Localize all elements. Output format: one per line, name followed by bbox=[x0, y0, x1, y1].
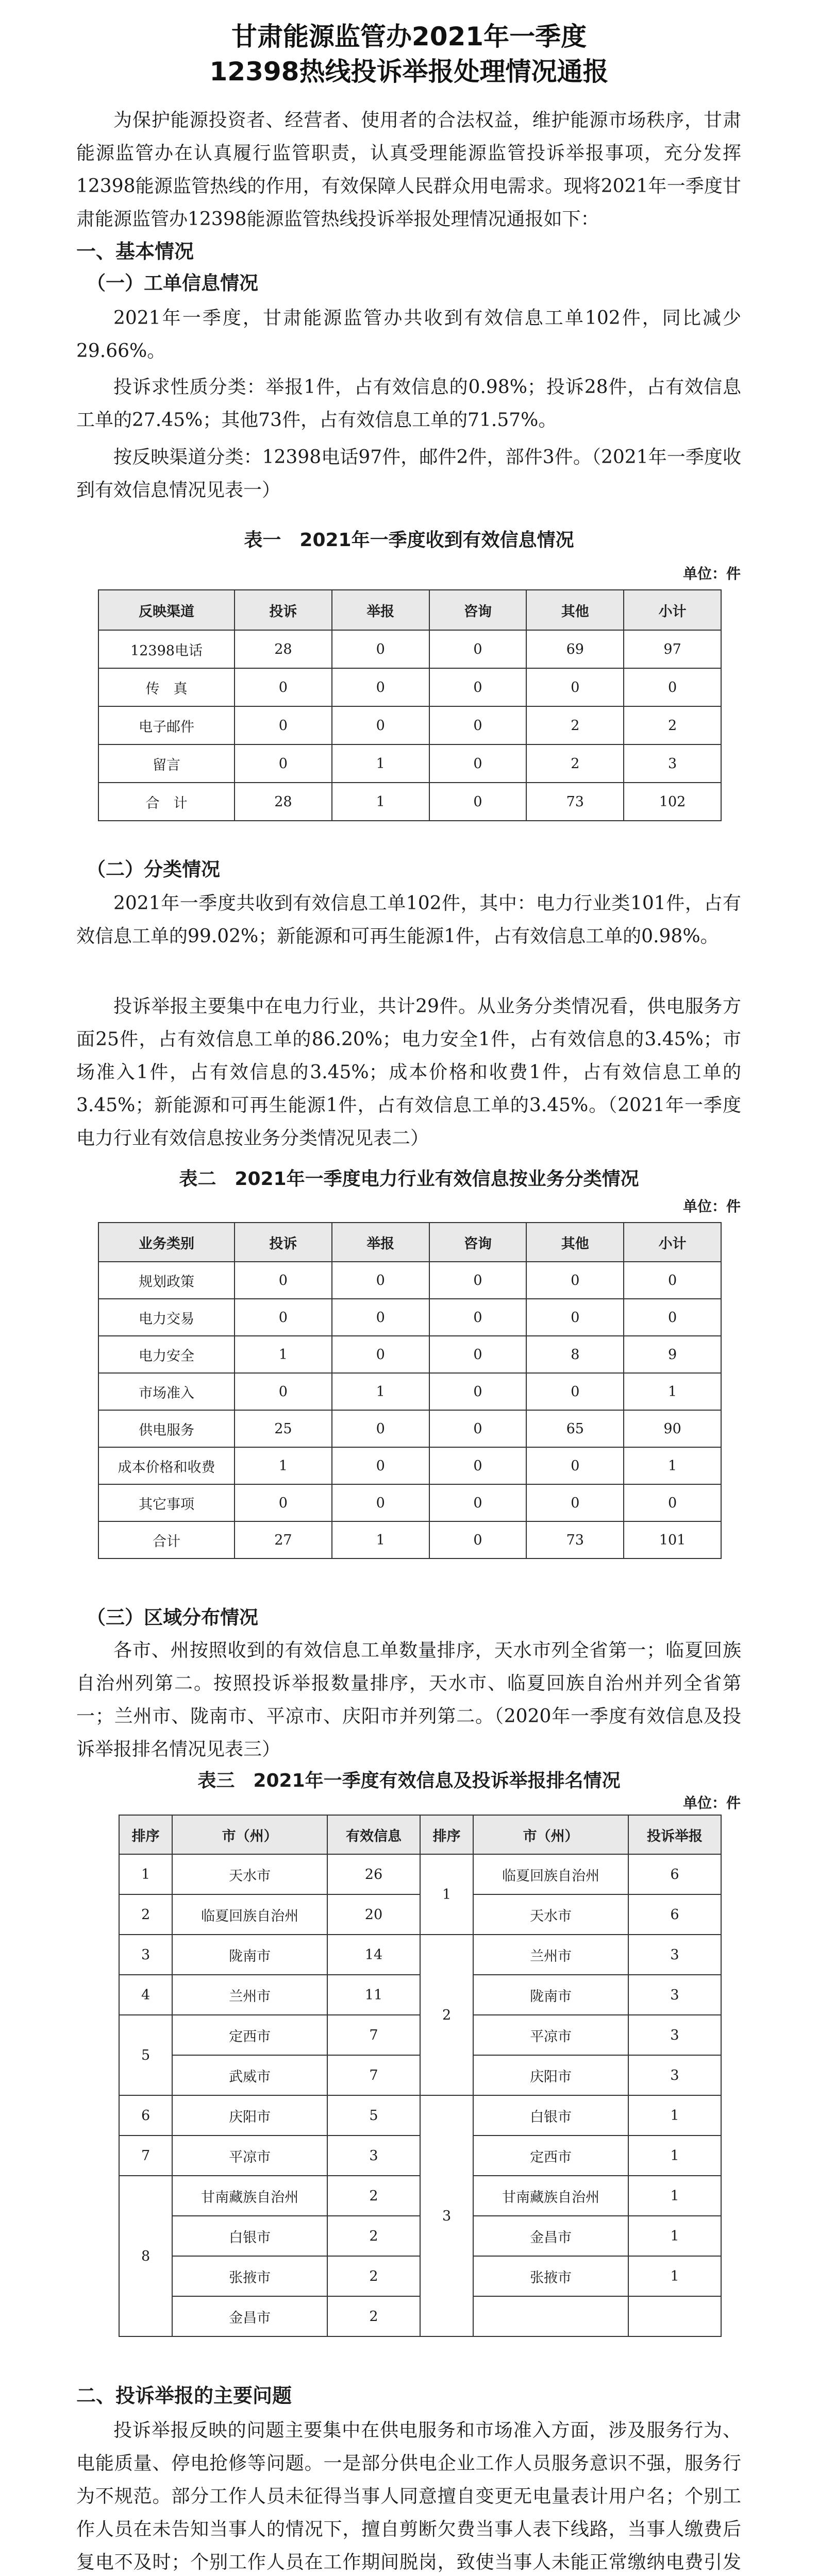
table-cell: 3 bbox=[624, 744, 721, 783]
city-cell: 金昌市 bbox=[473, 2216, 628, 2256]
table-cell: 合计 bbox=[98, 1521, 235, 1558]
city-cell: 庆阳市 bbox=[172, 2095, 327, 2136]
table3-header-cell: 排序 bbox=[119, 1815, 172, 1854]
table-cell: 1 bbox=[624, 1373, 721, 1410]
count-cell: 3 bbox=[628, 2055, 721, 2095]
section1-heading: 一、基本情况 bbox=[76, 240, 194, 263]
count-cell: 3 bbox=[628, 1935, 721, 1975]
table-cell: 0 bbox=[235, 1299, 332, 1336]
city-cell: 庆阳市 bbox=[473, 2055, 628, 2095]
count-cell: 5 bbox=[327, 2095, 420, 2136]
table3-unit: 单位：件 bbox=[682, 1794, 741, 1811]
table-cell: 0 bbox=[332, 1299, 429, 1336]
table1-caption: 表一 2021年一季度收到有效信息情况 bbox=[244, 530, 574, 551]
section2-heading: 二、投诉举报的主要问题 bbox=[76, 2384, 292, 2407]
table-cell: 12398电话 bbox=[98, 630, 235, 668]
table1-header-cell: 咨询 bbox=[429, 590, 527, 630]
table-row bbox=[98, 630, 721, 668]
table-row bbox=[98, 1484, 721, 1521]
table-cell: 成本价格和收费 bbox=[98, 1447, 235, 1484]
table2-header-cell: 其他 bbox=[526, 1223, 624, 1262]
city-cell: 陇南市 bbox=[172, 1935, 327, 1975]
table-row bbox=[98, 1373, 721, 1410]
table-cell: 电力安全 bbox=[98, 1336, 235, 1373]
count-cell: 2 bbox=[327, 2256, 420, 2296]
table-cell: 2 bbox=[624, 706, 721, 744]
table1-header-cell: 其他 bbox=[526, 590, 624, 630]
sub3-heading: （三）区域分布情况 bbox=[87, 1606, 258, 1629]
table-cell: 97 bbox=[624, 630, 721, 668]
city-cell: 兰州市 bbox=[172, 1975, 327, 2015]
table-cell: 0 bbox=[526, 1299, 624, 1336]
table-cell: 0 bbox=[429, 1373, 527, 1410]
table-row bbox=[98, 1410, 721, 1447]
section2-paragraph: 投诉举报反映的问题主要集中在供电服务和市场准入方面，涉及服务行为、电能质量、停电抢修等问题。一是部分供电企业工作人员服务意识不强，服务行为不规范。部分工作人员未征得当事人同意擅自变更无电量表计用户名；个别工作人员在未告知当事人的情况下，擅自剪断欠费当事人表下线路，当事人缴费后复电不及时；个别工作人员在工作期间脱岗，致使当事人未能正常缴纳电费引发 bbox=[76, 2420, 741, 2573]
table3-caption: 表三 2021年一季度有效信息及投诉举报排名情况 bbox=[197, 1770, 621, 1791]
table-cell: 0 bbox=[429, 706, 527, 744]
table-row bbox=[98, 1521, 721, 1558]
table-cell: 其它事项 bbox=[98, 1484, 235, 1521]
count-cell: 2 bbox=[327, 2176, 420, 2216]
table-cell: 电力交易 bbox=[98, 1299, 235, 1336]
table-cell: 1 bbox=[624, 1447, 721, 1484]
city-cell: 甘南藏族自治州 bbox=[172, 2176, 327, 2216]
table1-header-row bbox=[98, 590, 721, 630]
city-cell: 天水市 bbox=[172, 1854, 327, 1894]
table1-unit: 单位：件 bbox=[682, 565, 741, 582]
table-row bbox=[98, 1299, 721, 1336]
count-cell: 1 bbox=[628, 2095, 721, 2136]
table-cell: 0 bbox=[429, 1447, 527, 1484]
rank-cell: 8 bbox=[119, 2176, 172, 2336]
table-row bbox=[98, 706, 721, 744]
table-cell: 1 bbox=[332, 783, 429, 821]
table-cell: 0 bbox=[235, 706, 332, 744]
doc-title-line2: 12398热线投诉举报处理情况通报 bbox=[209, 57, 609, 87]
count-cell: 3 bbox=[628, 1975, 721, 2015]
table-row bbox=[119, 1854, 721, 1894]
table1-header-cell: 举报 bbox=[332, 590, 429, 630]
table3-header-cell: 排序 bbox=[420, 1815, 473, 1854]
table3-header-row bbox=[119, 1815, 721, 1854]
table3-header-cell: 有效信息 bbox=[327, 1815, 420, 1854]
count-cell: 7 bbox=[327, 2055, 420, 2095]
city-cell: 平凉市 bbox=[172, 2136, 327, 2176]
table-cell: 2 bbox=[526, 744, 624, 783]
city-cell: 定西市 bbox=[172, 2015, 327, 2055]
table-cell: 0 bbox=[332, 630, 429, 668]
table3-header-cell: 市（州） bbox=[172, 1815, 327, 1854]
city-cell: 张掖市 bbox=[172, 2256, 327, 2296]
city-cell: 白银市 bbox=[473, 2095, 628, 2136]
table-cell: 8 bbox=[526, 1336, 624, 1373]
count-cell: 1 bbox=[628, 2176, 721, 2216]
sub3-paragraph-1: 各市、州按照收到的有效信息工单数量排序，天水市列全省第一；临夏回族自治州列第二。按照投诉举报数量排序，天水市、临夏回族自治州并列全省第一；兰州市、陇南市、平凉市、庆阳市并列第二。（2020年一季度有效信息及投诉举报排名情况见表三） bbox=[76, 1640, 741, 1760]
table-cell: 0 bbox=[235, 1262, 332, 1299]
count-cell: 6 bbox=[628, 1854, 721, 1894]
city-cell: 白银市 bbox=[172, 2216, 327, 2256]
table-cell: 0 bbox=[624, 668, 721, 706]
table-cell: 市场准入 bbox=[98, 1373, 235, 1410]
city-cell: 金昌市 bbox=[172, 2296, 327, 2336]
sub1-paragraph-3: 按反映渠道分类：12398电话97件，邮件2件，部件3件。（2021年一季度收到有效信息情况见表一） bbox=[76, 447, 741, 501]
intro-paragraph: 为保护能源投资者、经营者、使用者的合法权益，维护能源市场秩序，甘肃能源监管办在认真履行监管职责，认真受理能源监管投诉举报事项，充分发挥12398能源监管热线的作用，有效保障人民群众用电需求。现将2021年一季度甘肃能源监管办12398能源监管热线投诉举报处理情况通报如下： bbox=[76, 110, 741, 230]
count-cell: 11 bbox=[327, 1975, 420, 2015]
table-cell: 传 真 bbox=[98, 668, 235, 706]
table-cell: 65 bbox=[526, 1410, 624, 1447]
rank-cell: 7 bbox=[119, 2136, 172, 2176]
table-row bbox=[98, 1336, 721, 1373]
table-cell: 0 bbox=[624, 1262, 721, 1299]
count-cell: 7 bbox=[327, 2015, 420, 2055]
table1-header-cell: 小计 bbox=[624, 590, 721, 630]
table-cell: 28 bbox=[235, 783, 332, 821]
rank-cell: 5 bbox=[119, 2015, 172, 2095]
table-cell: 0 bbox=[235, 1373, 332, 1410]
table-cell: 102 bbox=[624, 783, 721, 821]
rank-cell: 3 bbox=[119, 1935, 172, 1975]
table-row bbox=[98, 1447, 721, 1484]
table-cell: 0 bbox=[526, 1262, 624, 1299]
table1-header-cell: 投诉 bbox=[235, 590, 332, 630]
rank-cell: 2 bbox=[119, 1894, 172, 1935]
rank-cell: 6 bbox=[119, 2095, 172, 2136]
table-cell: 0 bbox=[429, 783, 527, 821]
table-cell: 电子邮件 bbox=[98, 706, 235, 744]
sub1-paragraph-2: 投诉求性质分类：举报1件，占有效信息的0.98%；投诉28件，占有效信息工单的27.45%；其他73件，占有效信息工单的71.57%。 bbox=[76, 377, 741, 431]
table-cell: 0 bbox=[235, 1484, 332, 1521]
rank-cell: 1 bbox=[420, 1854, 473, 1935]
city-cell: 陇南市 bbox=[473, 1975, 628, 2015]
table-cell: 0 bbox=[332, 1447, 429, 1484]
count-cell: 3 bbox=[628, 2015, 721, 2055]
table2-header-row bbox=[98, 1223, 721, 1262]
count-cell: 20 bbox=[327, 1894, 420, 1935]
table-cell: 0 bbox=[235, 744, 332, 783]
table-cell: 25 bbox=[235, 1410, 332, 1447]
table-cell: 0 bbox=[429, 668, 527, 706]
table-cell: 0 bbox=[624, 1299, 721, 1336]
table-cell: 0 bbox=[429, 744, 527, 783]
table-cell: 0 bbox=[429, 1336, 527, 1373]
count-cell: 3 bbox=[327, 2136, 420, 2176]
table2 bbox=[98, 1222, 722, 1559]
doc-title-line1: 甘肃能源监管办2021年一季度 bbox=[231, 22, 587, 52]
table-cell: 1 bbox=[332, 744, 429, 783]
table-cell: 27 bbox=[235, 1521, 332, 1558]
table-cell: 0 bbox=[332, 706, 429, 744]
city-cell bbox=[473, 2296, 628, 2336]
count-cell: 14 bbox=[327, 1935, 420, 1975]
table-cell: 0 bbox=[429, 1299, 527, 1336]
city-cell: 临夏回族自治州 bbox=[473, 1854, 628, 1894]
table-row bbox=[98, 1262, 721, 1299]
count-cell: 2 bbox=[327, 2296, 420, 2336]
sub2-paragraph-2: 投诉举报主要集中在电力行业，共计29件。从业务分类情况看，供电服务方面25件，占有效信息工单的86.20%；电力安全1件，占有效信息的3.45%；市场准入1件，占有效信息的3.45%；成本价格和收费1件，占有效信息工单的3.45%；新能源和可再生能源1件，占有效信息工单的3.45%。（2021年一季度电力行业有效信息按业务分类情况见表二） bbox=[76, 996, 741, 1149]
table-cell: 0 bbox=[526, 1447, 624, 1484]
table2-header-cell: 投诉 bbox=[235, 1223, 332, 1262]
rank-cell: 3 bbox=[420, 2095, 473, 2336]
city-cell: 定西市 bbox=[473, 2136, 628, 2176]
table1-header-cell: 反映渠道 bbox=[98, 590, 235, 630]
table-cell: 供电服务 bbox=[98, 1410, 235, 1447]
count-cell: 26 bbox=[327, 1854, 420, 1894]
table-row bbox=[119, 2095, 721, 2136]
table-cell: 0 bbox=[429, 1262, 527, 1299]
table-cell: 69 bbox=[526, 630, 624, 668]
table-cell: 1 bbox=[332, 1521, 429, 1558]
table-cell: 0 bbox=[332, 1262, 429, 1299]
city-cell: 兰州市 bbox=[473, 1935, 628, 1975]
table2-header-cell: 咨询 bbox=[429, 1223, 527, 1262]
table-cell: 0 bbox=[429, 1410, 527, 1447]
table-cell: 0 bbox=[429, 630, 527, 668]
table-cell: 73 bbox=[526, 783, 624, 821]
city-cell: 天水市 bbox=[473, 1894, 628, 1935]
count-cell bbox=[628, 2296, 721, 2336]
table-cell: 0 bbox=[332, 1484, 429, 1521]
table1 bbox=[98, 589, 722, 821]
table-cell: 0 bbox=[526, 1373, 624, 1410]
table-cell: 0 bbox=[332, 668, 429, 706]
table-cell: 1 bbox=[332, 1373, 429, 1410]
table-cell: 合 计 bbox=[98, 783, 235, 821]
table-cell: 28 bbox=[235, 630, 332, 668]
city-cell: 平凉市 bbox=[473, 2015, 628, 2055]
table-cell: 101 bbox=[624, 1521, 721, 1558]
table-cell: 9 bbox=[624, 1336, 721, 1373]
count-cell: 1 bbox=[628, 2136, 721, 2176]
table2-header-cell: 举报 bbox=[332, 1223, 429, 1262]
table-cell: 0 bbox=[526, 1484, 624, 1521]
table-row bbox=[119, 1935, 721, 1975]
sub1-paragraph-1: 2021年一季度，甘肃能源监管办共收到有效信息工单102件，同比减少29.66%。 bbox=[76, 308, 741, 362]
count-cell: 2 bbox=[327, 2216, 420, 2256]
table-cell: 0 bbox=[429, 1484, 527, 1521]
table-row bbox=[98, 744, 721, 783]
table-cell: 留言 bbox=[98, 744, 235, 783]
table-cell: 0 bbox=[332, 1410, 429, 1447]
table-cell: 0 bbox=[235, 668, 332, 706]
table-cell: 1 bbox=[235, 1336, 332, 1373]
rank-cell: 1 bbox=[119, 1854, 172, 1894]
table-cell: 90 bbox=[624, 1410, 721, 1447]
table3 bbox=[119, 1815, 722, 2337]
sub2-heading: （二）分类情况 bbox=[87, 858, 220, 880]
table-cell: 0 bbox=[332, 1336, 429, 1373]
table-cell: 0 bbox=[526, 668, 624, 706]
table2-caption: 表二 2021年一季度电力行业有效信息按业务分类情况 bbox=[179, 1168, 639, 1190]
table2-unit: 单位：件 bbox=[682, 1198, 741, 1215]
sub2-paragraph-1: 2021年一季度共收到有效信息工单102件，其中：电力行业类101件，占有效信息工单的99.02%；新能源和可再生能源1件，占有效信息工单的0.98%。 bbox=[76, 893, 741, 947]
city-cell: 甘南藏族自治州 bbox=[473, 2176, 628, 2216]
table3-header-cell: 投诉举报 bbox=[628, 1815, 721, 1854]
table-cell: 2 bbox=[526, 706, 624, 744]
table2-header-cell: 业务类别 bbox=[98, 1223, 235, 1262]
city-cell: 张掖市 bbox=[473, 2256, 628, 2296]
table-cell: 73 bbox=[526, 1521, 624, 1558]
table2-header-cell: 小计 bbox=[624, 1223, 721, 1262]
table-cell: 0 bbox=[624, 1484, 721, 1521]
rank-cell: 2 bbox=[420, 1935, 473, 2095]
table-cell: 规划政策 bbox=[98, 1262, 235, 1299]
sub1-heading: （一）工单信息情况 bbox=[87, 272, 258, 294]
table-row bbox=[98, 668, 721, 706]
count-cell: 1 bbox=[628, 2216, 721, 2256]
rank-cell: 4 bbox=[119, 1975, 172, 2015]
table3-header-cell: 市（州） bbox=[473, 1815, 628, 1854]
count-cell: 1 bbox=[628, 2256, 721, 2296]
table-row bbox=[98, 783, 721, 821]
table-cell: 1 bbox=[235, 1447, 332, 1484]
count-cell: 6 bbox=[628, 1894, 721, 1935]
city-cell: 临夏回族自治州 bbox=[172, 1894, 327, 1935]
table-cell: 0 bbox=[429, 1521, 527, 1558]
city-cell: 武威市 bbox=[172, 2055, 327, 2095]
